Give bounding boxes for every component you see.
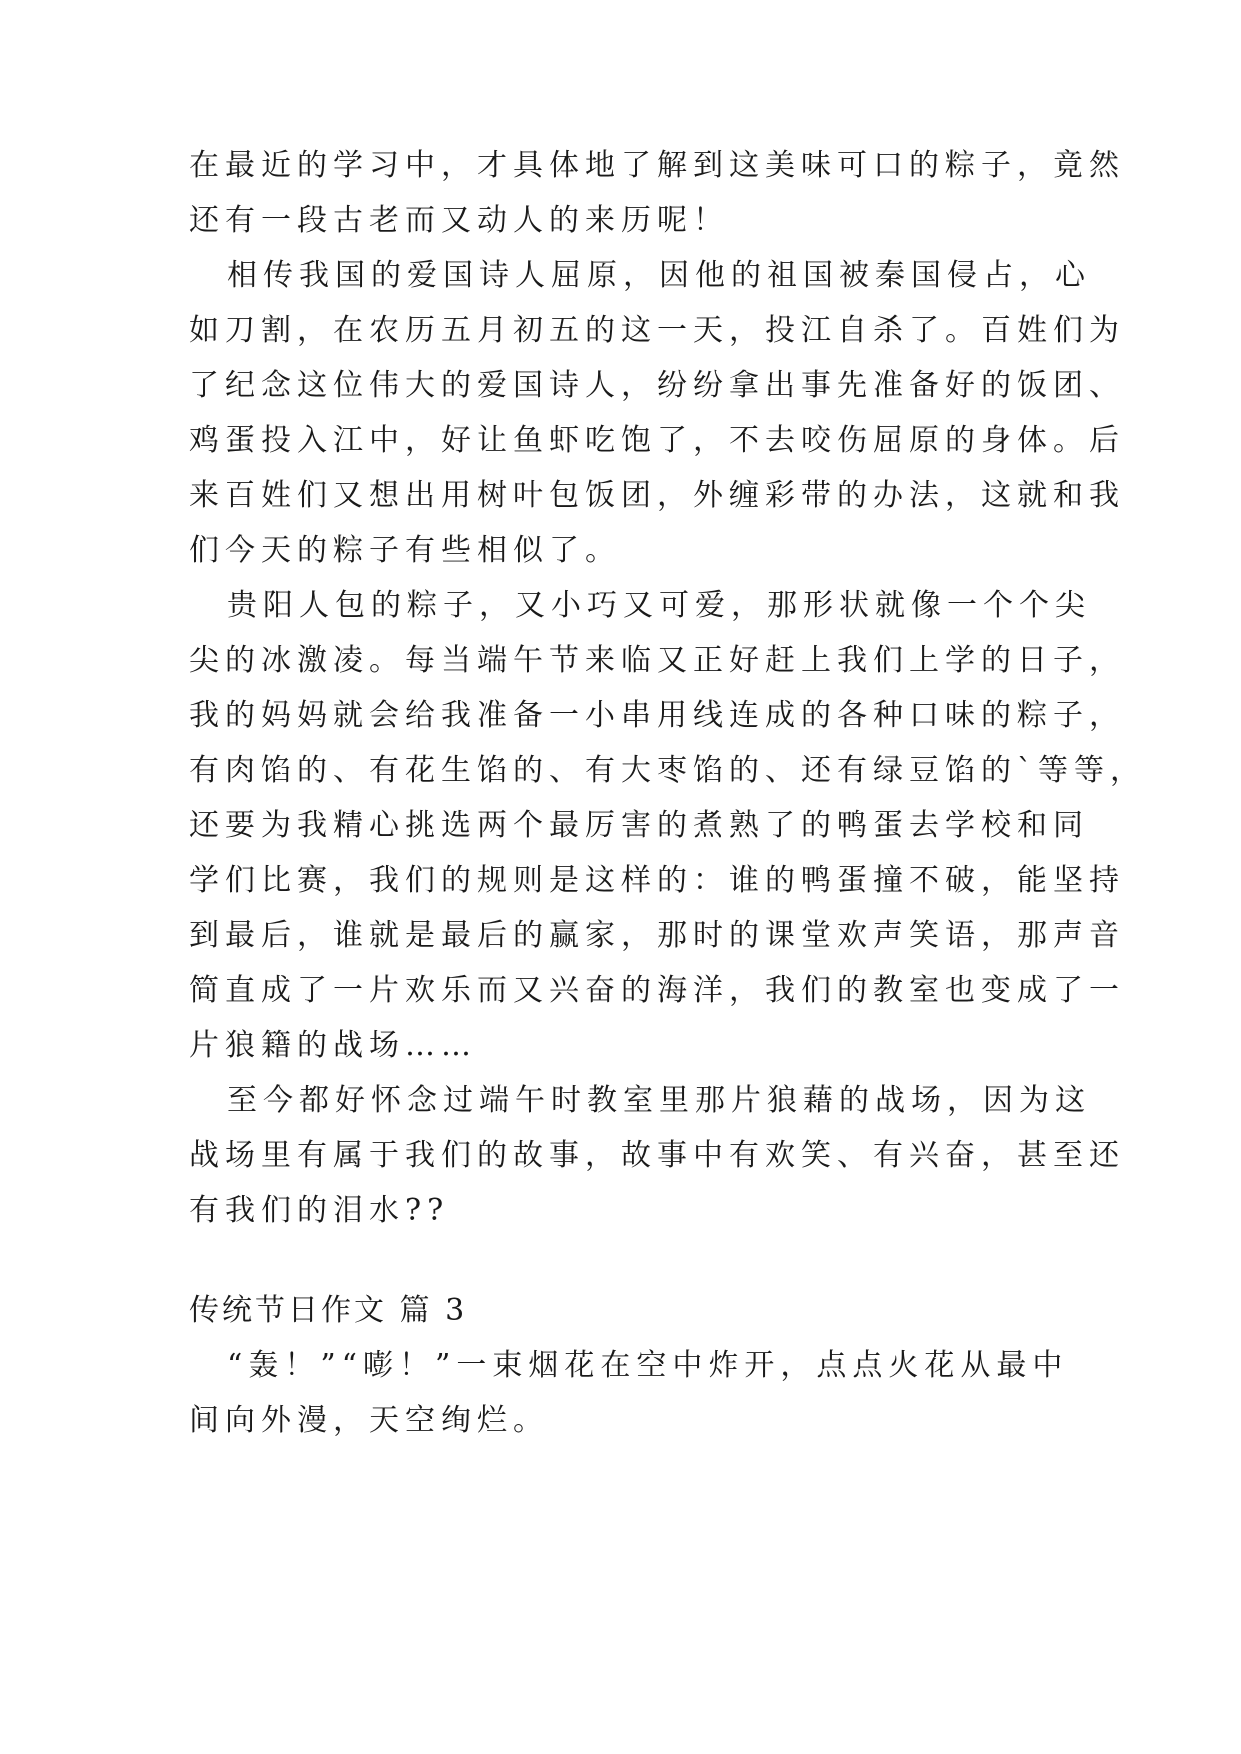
paragraph-2-line-1: 相传我国的爱国诗人屈原，因他的祖国被秦国侵占，心 — [227, 258, 1091, 293]
paragraph-4-line-3: 有我们的泪水?? — [189, 1193, 450, 1228]
paragraph-2-line-6: 们今天的粽子有些相似了。 — [189, 533, 621, 568]
paragraph-4-line-2: 战场里有属于我们的故事，故事中有欢笑、有兴奋，甚至还 — [189, 1138, 1125, 1173]
paragraph-3-line-2: 尖的冰激凌。每当端午节来临又正好赶上我们上学的日子， — [189, 643, 1125, 678]
paragraph-3-line-3: 我的妈妈就会给我准备一小串用线连成的各种口味的粽子， — [189, 698, 1125, 733]
paragraph-1-line-2: 还有一段古老而又动人的来历呢！ — [189, 203, 729, 238]
paragraph-2-line-5: 来百姓们又想出用树叶包饭团，外缠彩带的办法，这就和我 — [189, 478, 1125, 513]
paragraph-2-line-4: 鸡蛋投入江中，好让鱼虾吃饱了，不去咬伤屈原的身体。后 — [189, 423, 1125, 458]
paragraph-3-line-9: 片狼籍的战场…… — [189, 1028, 477, 1063]
paragraph-3-line-1: 贵阳人包的粽子，又小巧又可爱，那形状就像一个个尖 — [227, 588, 1091, 623]
paragraph-3-line-6: 学们比赛，我们的规则是这样的：谁的鸭蛋撞不破，能坚持 — [189, 863, 1125, 898]
paragraph-5-line-2: 间向外漫，天空绚烂。 — [189, 1403, 549, 1438]
paragraph-3-line-8: 简直成了一片欢乐而又兴奋的海洋，我们的教室也变成了一 — [189, 973, 1125, 1008]
paragraph-2-line-3: 了纪念这位伟大的爱国诗人，纷纷拿出事先准备好的饭团、 — [189, 368, 1125, 403]
paragraph-3-line-5: 还要为我精心挑选两个最厉害的煮熟了的鸭蛋去学校和同 — [189, 808, 1089, 843]
paragraph-2-line-2: 如刀割，在农历五月初五的这一天，投江自杀了。百姓们为 — [189, 313, 1125, 348]
paragraph-5-line-1: “轰！”“嘭！”一束烟花在空中炸开，点点火花从最中 — [227, 1348, 1069, 1383]
paragraph-3-line-4: 有肉馅的、有花生馅的、有大枣馅的、还有绿豆馅的`等等， — [189, 753, 1146, 788]
paragraph-4-line-1: 至今都好怀念过端午时教室里那片狼藉的战场，因为这 — [227, 1083, 1091, 1118]
paragraph-3-line-7: 到最后，谁就是最后的赢家，那时的课堂欢声笑语，那声音 — [189, 918, 1125, 953]
section-heading: 传统节日作文 篇 3 — [189, 1293, 468, 1328]
paragraph-1-line-1: 在最近的学习中，才具体地了解到这美味可口的粽子，竟然 — [189, 148, 1125, 183]
